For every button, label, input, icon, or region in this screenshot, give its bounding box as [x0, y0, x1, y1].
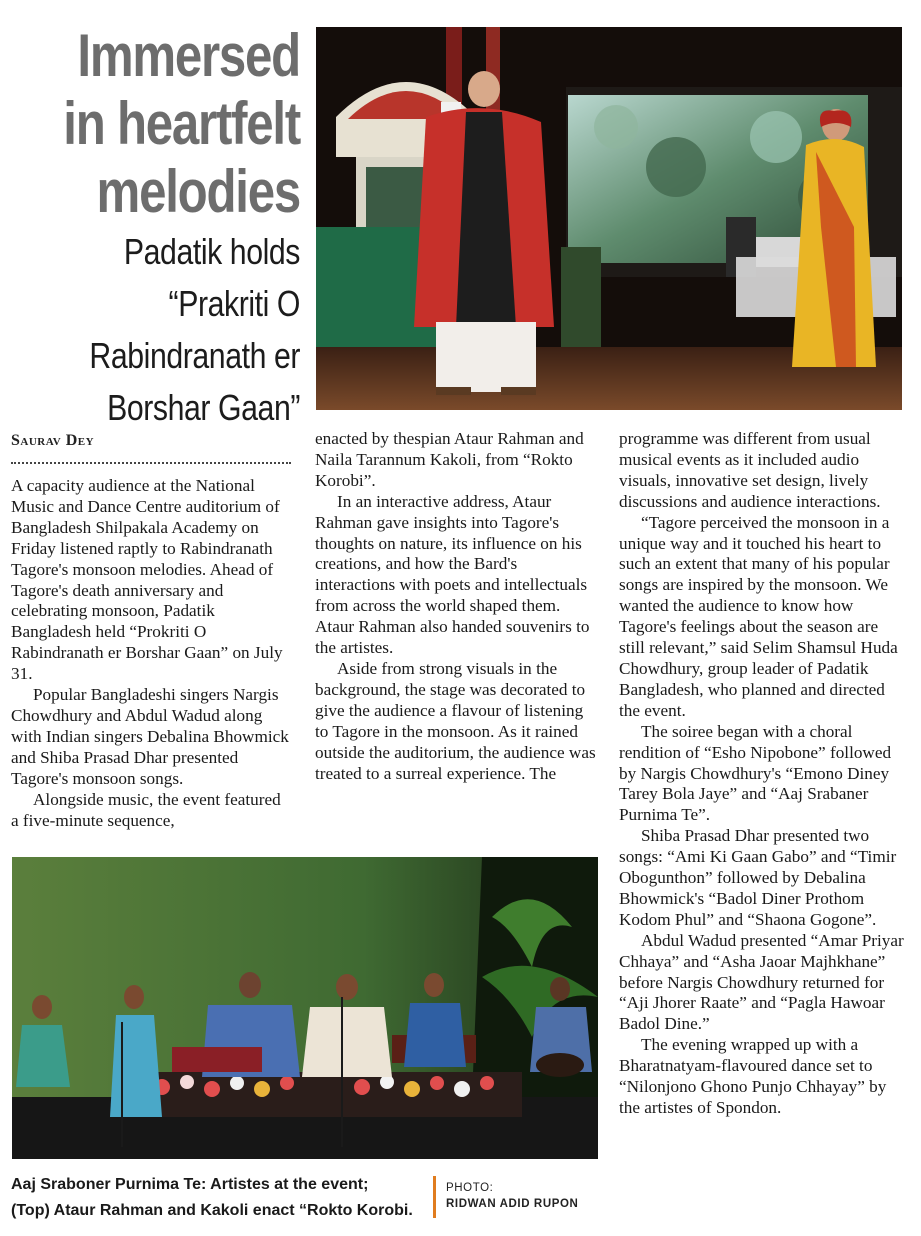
paragraph: Aside from strong visuals in the background, the stage was decorated to give the audience a flavour of listening to Tagore in the monsoon. As it rained outside the auditorium, the audience was treated to a surreal experience. The: [315, 658, 596, 783]
paragraph: The evening wrapped up with a Bharatnatyam-flavoured dance set to “Nilonjono Ghono Punjo Chhayay” by the artistes of Spondon.: [619, 1035, 887, 1117]
paragraph: enacted by thespian Ataur Rahman and Naila Tarannum Kakoli, from “Rokto Korobi”.: [315, 429, 584, 490]
headline-line-2: in heartfelt: [63, 90, 300, 157]
headline-line-1: Immersed: [77, 22, 300, 89]
credit-name: RIDWAN ADID RUPON: [446, 1198, 579, 1210]
byline: Saurav Dey: [11, 432, 95, 449]
paragraph: programme was different from usual musical events as it included audio visuals, innovative set design, lively discussions and audience interactions.: [619, 429, 881, 511]
subheadline-line-2: “Prakriti O: [168, 283, 300, 324]
paragraph: Alongside music, the event featured a five-minute sequence,: [11, 789, 281, 830]
paragraph: A capacity audience at the National Music and Dance Centre auditorium of Bangladesh Shilpakala Academy on Friday listened raptly to Rabindranath Tagore's monsoon melodies. Ahead of Tagore's death anniversary and celebrating monsoon, Padatik Bangladesh held “Prokriti O Rabindranath er Borshar Gaan” on July 31.: [11, 476, 283, 684]
stage-scene-image: [316, 27, 902, 410]
paragraph: Shiba Prasad Dhar presented two songs: “Ami Ki Gaan Gabo” and “Timir Obogunthon” followed by Debalina Bhowmick's “Badol Diner Prothom Kodom Phul” and “Shaona Gogone”.: [619, 826, 897, 929]
subheadline: [55, 226, 300, 434]
bottom-musicians-photo: [12, 857, 598, 1159]
article-column-1: [11, 476, 292, 831]
subheadline-line-4: Borshar Gaan”: [107, 387, 300, 428]
paragraph: “Tagore perceived the monsoon in a unique way and it touched his heart to such an extent that many of his popular songs are inspired by the monsoon. We wanted the audience to know how Tagore's feelings about the season are still relevant,” said Selim Shamsul Huda Chowdhury, group leader of Padatik Bangladesh, who planned and directed the event.: [619, 512, 898, 720]
paragraph: Popular Bangladeshi singers Nargis Chowdhury and Abdul Wadud along with Indian singers Debalina Bhowmick and Shiba Prasad Dhar presented Tagore's monsoon songs.: [11, 685, 289, 788]
article-column-3: [619, 429, 905, 1119]
paragraph: The soiree began with a choral rendition of “Esho Nipobone” followed by Nargis Chowdhury's “Emono Diney Tarey Bola Jaye” and “Aaj Srabaner Purnima Te”.: [619, 721, 892, 825]
credit-label: PHOTO:: [446, 1182, 494, 1194]
headline-line-3: melodies: [96, 158, 300, 225]
photo-credit: [446, 1180, 578, 1212]
photo-caption: [11, 1172, 426, 1224]
subheadline-line-3: Rabindranath er: [89, 335, 300, 376]
paragraph: Abdul Wadud presented “Amar Priyar Chhaya” and “Asha Jaoar Majhkhane” before Nargis Chowdhury returned for “Aji Jhorer Raate” and “Pagla Hawoar Badol Dine.”: [619, 930, 904, 1034]
subheadline-line-1: Padatik holds: [123, 231, 300, 272]
paragraph: In an interactive address, Ataur Rahman gave insights into Tagore's thoughts on nature, its influence on his creations, and how the Bard's interactions with poets and intellectuals from across the world shaped them. Ataur Rahman also handed souvenirs to the artistes.: [315, 491, 590, 658]
headline: [61, 22, 300, 226]
article-column-2: [315, 429, 598, 784]
top-stage-photo: [316, 27, 902, 410]
caption-line-2: (Top) Ataur Rahman and Kakoli enact “Rokto Korobi.: [11, 1202, 413, 1219]
credit-accent-bar: [433, 1176, 436, 1218]
byline-divider: [11, 462, 291, 464]
musicians-image: [12, 857, 598, 1159]
caption-line-1: Aaj Sraboner Purnima Te: Artistes at the event;: [11, 1176, 369, 1193]
